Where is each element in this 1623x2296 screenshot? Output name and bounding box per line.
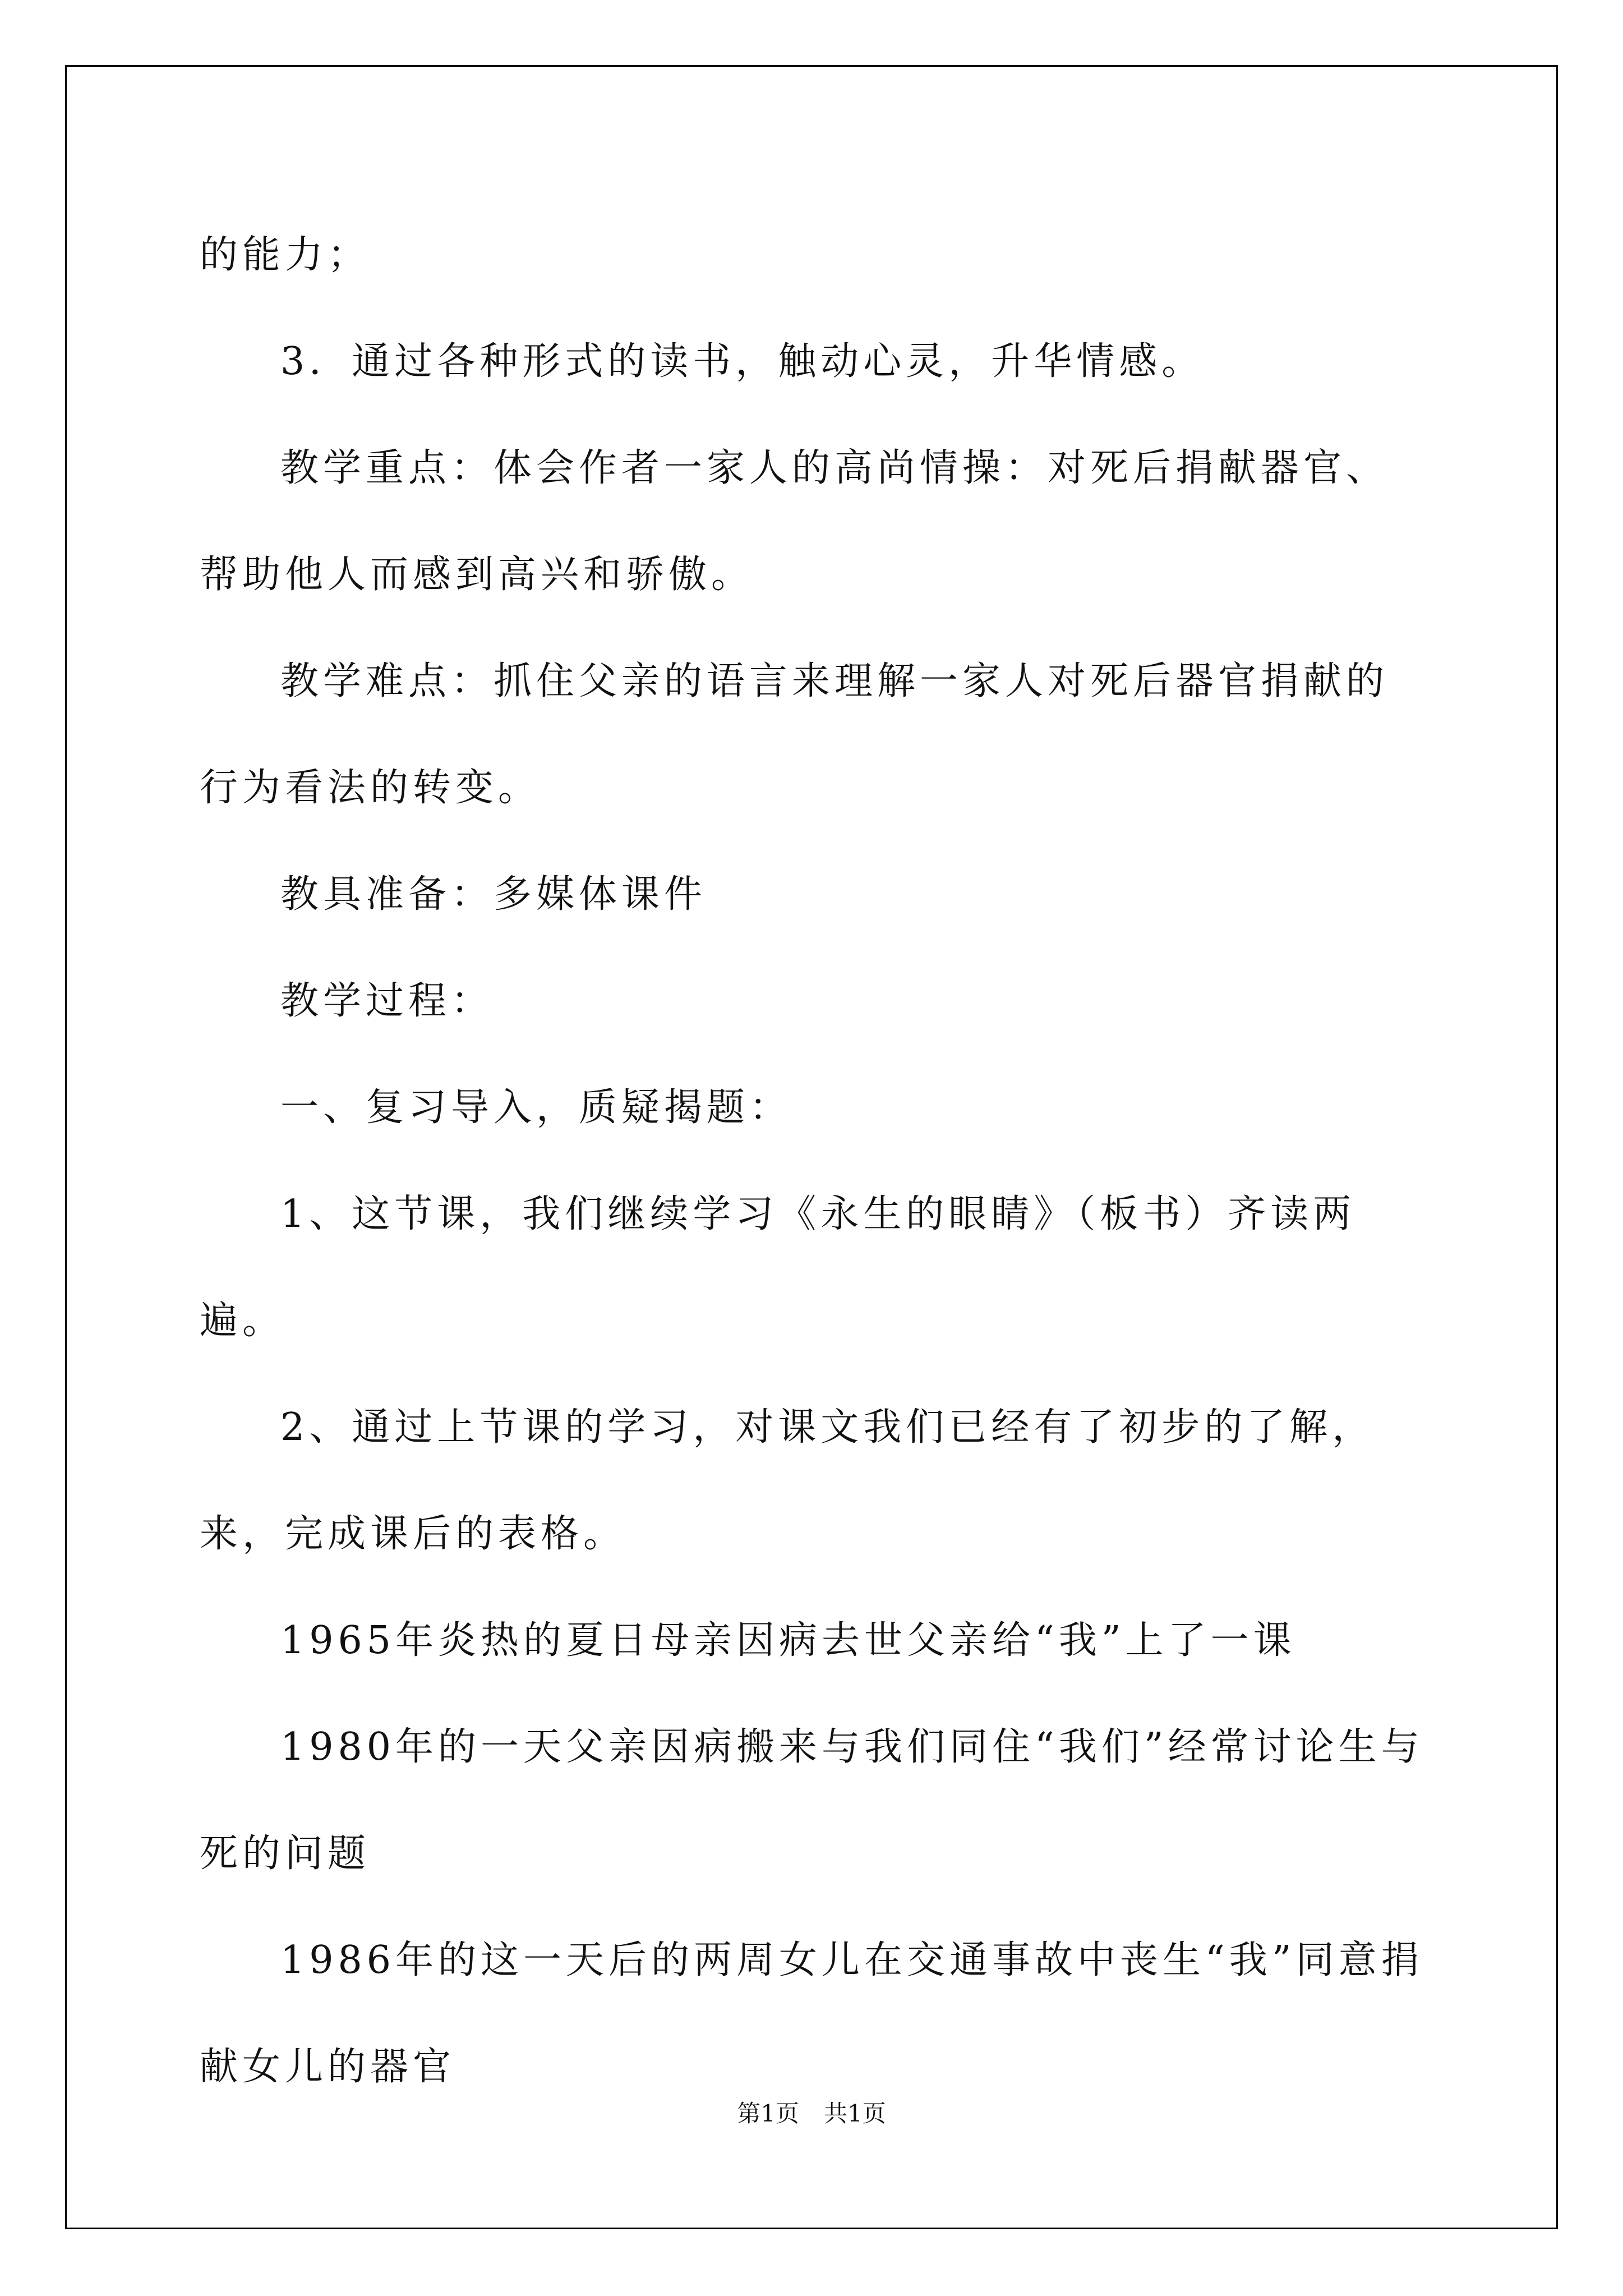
- paragraph-9: 2、通过上节课的学习，对课文我们已经有了初步的了解，来，完成课后的表格。: [200, 1405, 1375, 1556]
- document-body: [200, 202, 1428, 2120]
- paragraph-4: 教学难点：抓住父亲的语言来理解一家人对死后器官捐献的行为看法的转变。: [200, 659, 1389, 810]
- paragraph-5: 教具准备：多媒体课件: [280, 872, 707, 917]
- paragraph-1: 的能力；: [200, 233, 371, 277]
- page-number-current: 第1页: [737, 2100, 799, 2127]
- page-footer: [0, 2095, 1623, 2129]
- paragraph-12: 1986年的这一天后的两周女儿在交通事故中丧生“我”同意捐献女儿的器官: [200, 1938, 1424, 2089]
- paragraph-2: 3．通过各种形式的读书，触动心灵，升华情感。: [280, 339, 1205, 384]
- paragraph-6: 教学过程：: [280, 979, 494, 1023]
- paragraph-11: 1980年的一天父亲因病搬来与我们同住“我们”经常讨论生与死的问题: [200, 1725, 1424, 1876]
- paragraph-7: 一、复习导入，质疑揭题：: [280, 1085, 792, 1130]
- page-number-total: 共1页: [824, 2100, 886, 2127]
- paragraph-10: 1965年炎热的夏日母亲因病去世父亲给“我”上了一课: [280, 1618, 1296, 1663]
- paragraph-3: 教学重点：体会作者一家人的高尚情操：对死后捐献器官、帮助他人而感到高兴和骄傲。: [200, 446, 1389, 597]
- paragraph-8: 1、这节课，我们继续学习《永生的眼睛》（板书）齐读两遍。: [200, 1192, 1356, 1343]
